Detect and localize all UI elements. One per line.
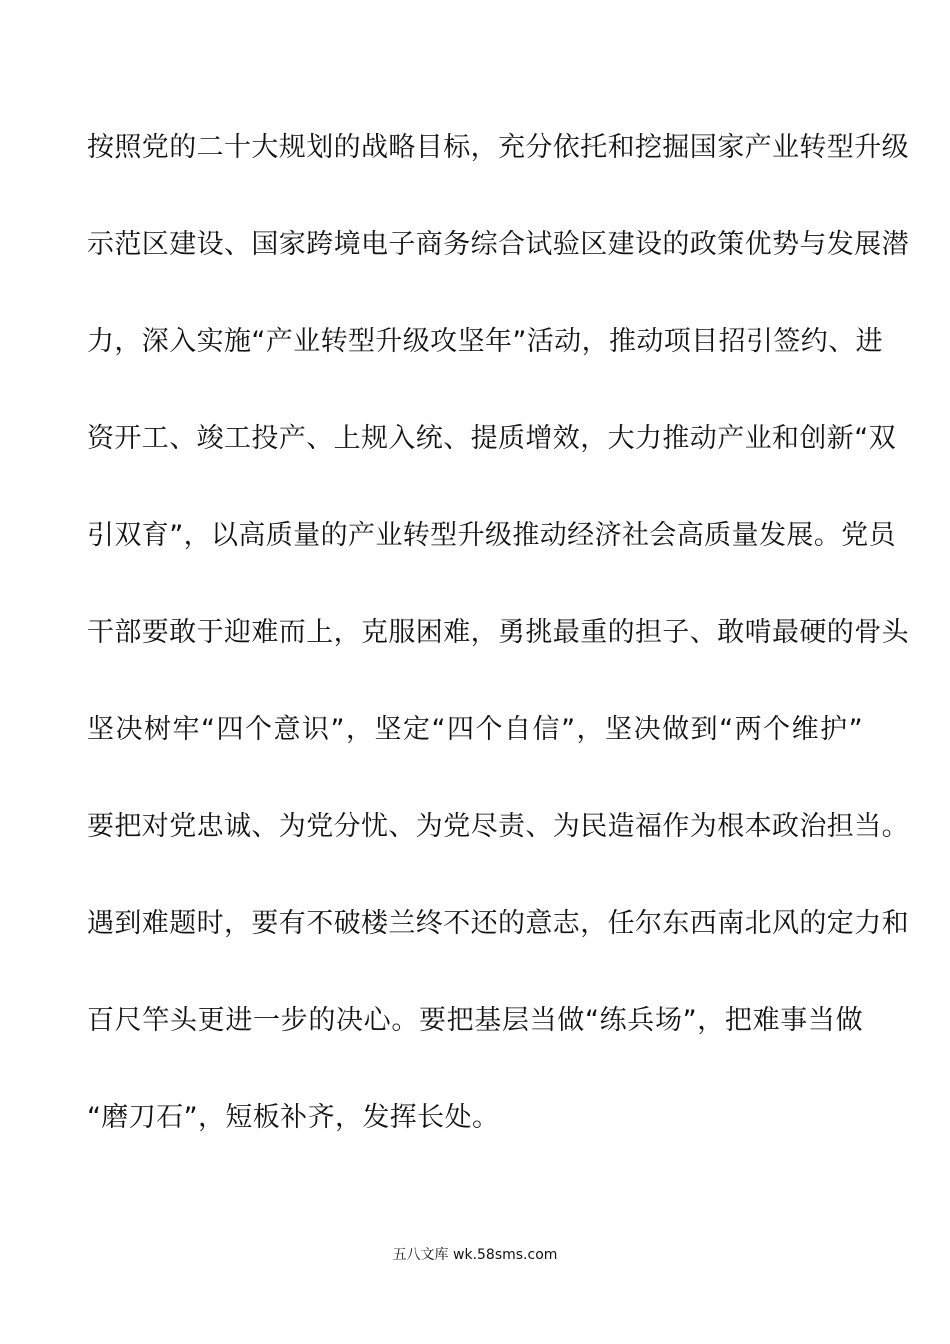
text-line-6: 干部要敢于迎难而上，克服困难，勇挑最重的担子、敢啃最硬的骨头	[87, 617, 909, 648]
text-line-4: 资开工、竣工投产、上规入统、提质增效，大力推动产业和创新“双	[87, 423, 896, 454]
text-line-11: “磨刀石”，短板补齐，发挥长处。	[87, 1102, 500, 1133]
text-line-3: 力，深入实施“产业转型升级攻坚年”活动，推动项目招引签约、进	[87, 326, 883, 357]
text-line-1: 按照党的二十大规划的战略目标，充分依托和挖掘国家产业转型升级	[87, 132, 909, 163]
text-line-5: 引双育”，以高质量的产业转型升级推动经济社会高质量发展。党员	[87, 520, 896, 551]
text-line-9: 遇到难题时，要有不破楼兰终不还的意志，任尔东西南北风的定力和	[87, 908, 909, 939]
text-line-2: 示范区建设、国家跨境电子商务综合试验区建设的政策优势与发展潜	[87, 229, 909, 260]
text-line-10: 百尺竿头更进一步的决心。要把基层当做“练兵场”，把难事当做	[87, 1005, 863, 1036]
footer-watermark: 五八文库 wk.58sms.com	[392, 1247, 558, 1263]
text-line-7: 坚决树牢“四个意识”，坚定“四个自信”，坚决做到“两个维护”	[87, 714, 863, 745]
text-line-8: 要把对党忠诚、为党分忧、为党尽责、为民造福作为根本政治担当。	[87, 811, 909, 842]
